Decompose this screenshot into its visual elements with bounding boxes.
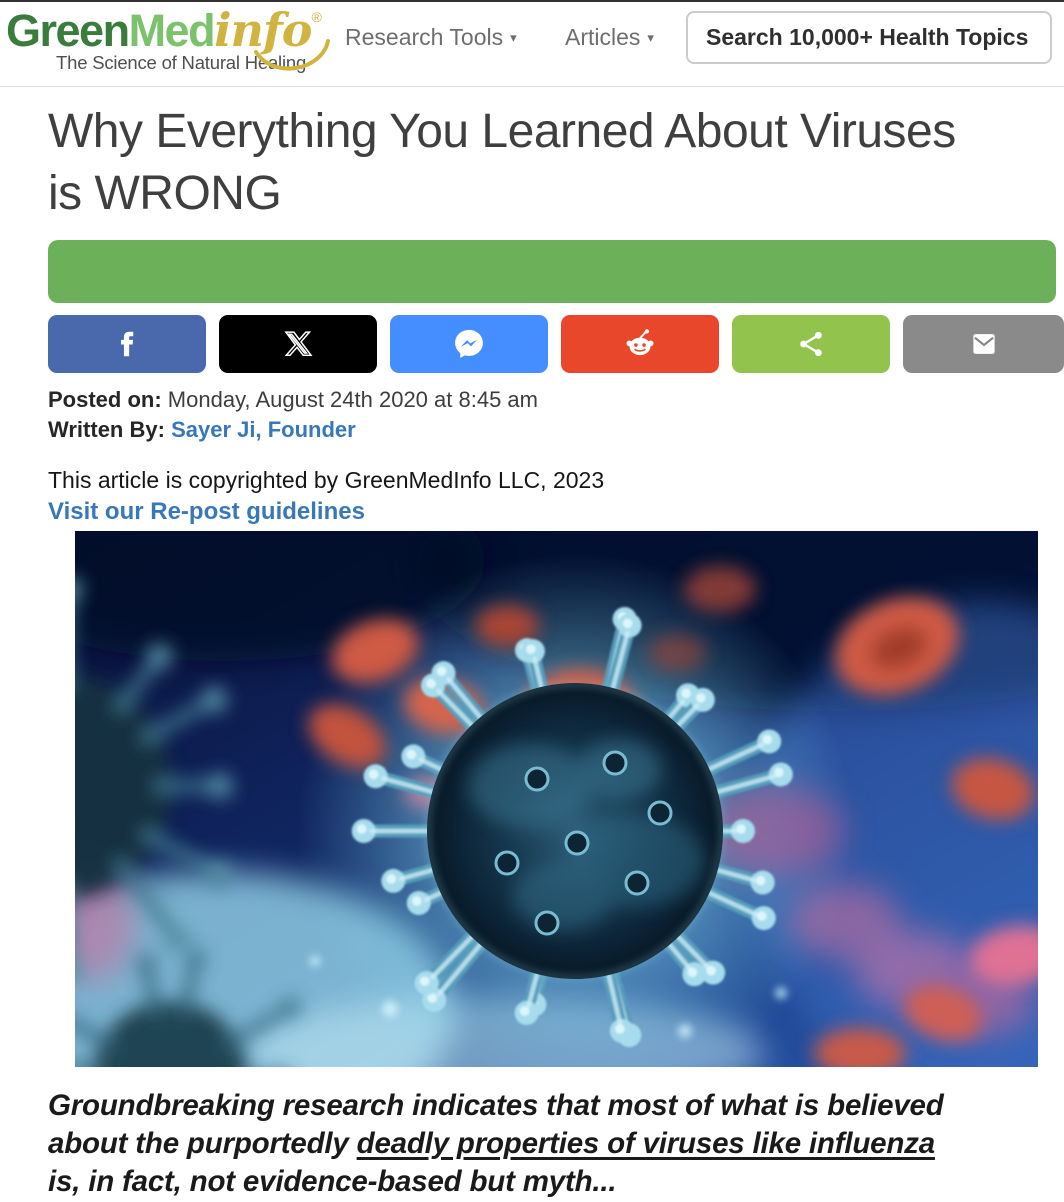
chevron-down-icon: ▾ <box>647 30 654 45</box>
messenger-icon <box>452 327 486 361</box>
logo-text-green: Green <box>6 5 129 56</box>
x-twitter-icon <box>283 329 313 359</box>
share-nodes-icon <box>795 328 827 360</box>
share-messenger-button[interactable] <box>390 315 548 373</box>
excerpt-text-pre: Groundbreaking research indicates that most of what is believed about the purportedly <box>48 1089 944 1160</box>
site-logo[interactable] <box>6 7 320 74</box>
share-x-twitter-button[interactable] <box>219 315 377 373</box>
registered-trademark-icon: ® <box>311 9 320 25</box>
posted-on-label: Posted on: <box>48 387 162 412</box>
email-icon <box>967 327 1001 361</box>
logo-tagline: The Science of Natural Healing <box>56 52 320 74</box>
logo-text-info: info <box>214 3 311 57</box>
views-banner <box>48 240 1056 303</box>
top-divider <box>0 0 1064 2</box>
article-excerpt <box>48 1087 960 1202</box>
nav-research-tools-label: Research Tools <box>345 24 503 50</box>
reddit-icon <box>622 326 658 362</box>
nav-articles[interactable] <box>565 24 654 51</box>
search-box-label: Search 10,000+ Health Topics <box>706 24 1028 51</box>
article-main <box>0 101 1064 1202</box>
share-email-button[interactable] <box>903 315 1064 373</box>
written-by-label: Written By: <box>48 417 165 442</box>
page-title: Why Everything You Learned About Viruses is WRONG <box>48 101 988 226</box>
author-link[interactable]: Sayer Ji, Founder <box>171 417 356 442</box>
nav-articles-label: Articles <box>565 24 640 50</box>
virus-illustration <box>75 531 1038 1067</box>
excerpt-link[interactable]: deadly properties of viruses like influenza <box>357 1127 935 1160</box>
copyright-notice: This article is copyrighted by GreenMedInfo LLC, 2023 <box>48 467 1064 494</box>
facebook-icon <box>111 328 143 360</box>
written-by-line <box>48 415 1064 445</box>
nav-research-tools[interactable] <box>345 24 517 51</box>
posted-on-value: Monday, August 24th 2020 at 8:45 am <box>168 387 538 412</box>
article-meta <box>48 385 1064 445</box>
repost-guidelines-link[interactable]: Visit our Re-post guidelines <box>48 498 365 526</box>
share-generic-button[interactable] <box>732 315 890 373</box>
share-button-row <box>48 315 1064 373</box>
chevron-down-icon: ▾ <box>510 30 517 45</box>
views-count: Views 246556 <box>453 254 652 288</box>
excerpt-text-post: is, in fact, not evidence-based but myth... <box>48 1165 616 1198</box>
share-reddit-button[interactable] <box>561 315 719 373</box>
share-facebook-button[interactable] <box>48 315 206 373</box>
search-box[interactable] <box>686 11 1052 64</box>
site-header <box>0 0 1064 87</box>
posted-on-line <box>48 385 1064 415</box>
article-image <box>75 531 1038 1067</box>
logo-text-med: Med <box>129 5 215 56</box>
